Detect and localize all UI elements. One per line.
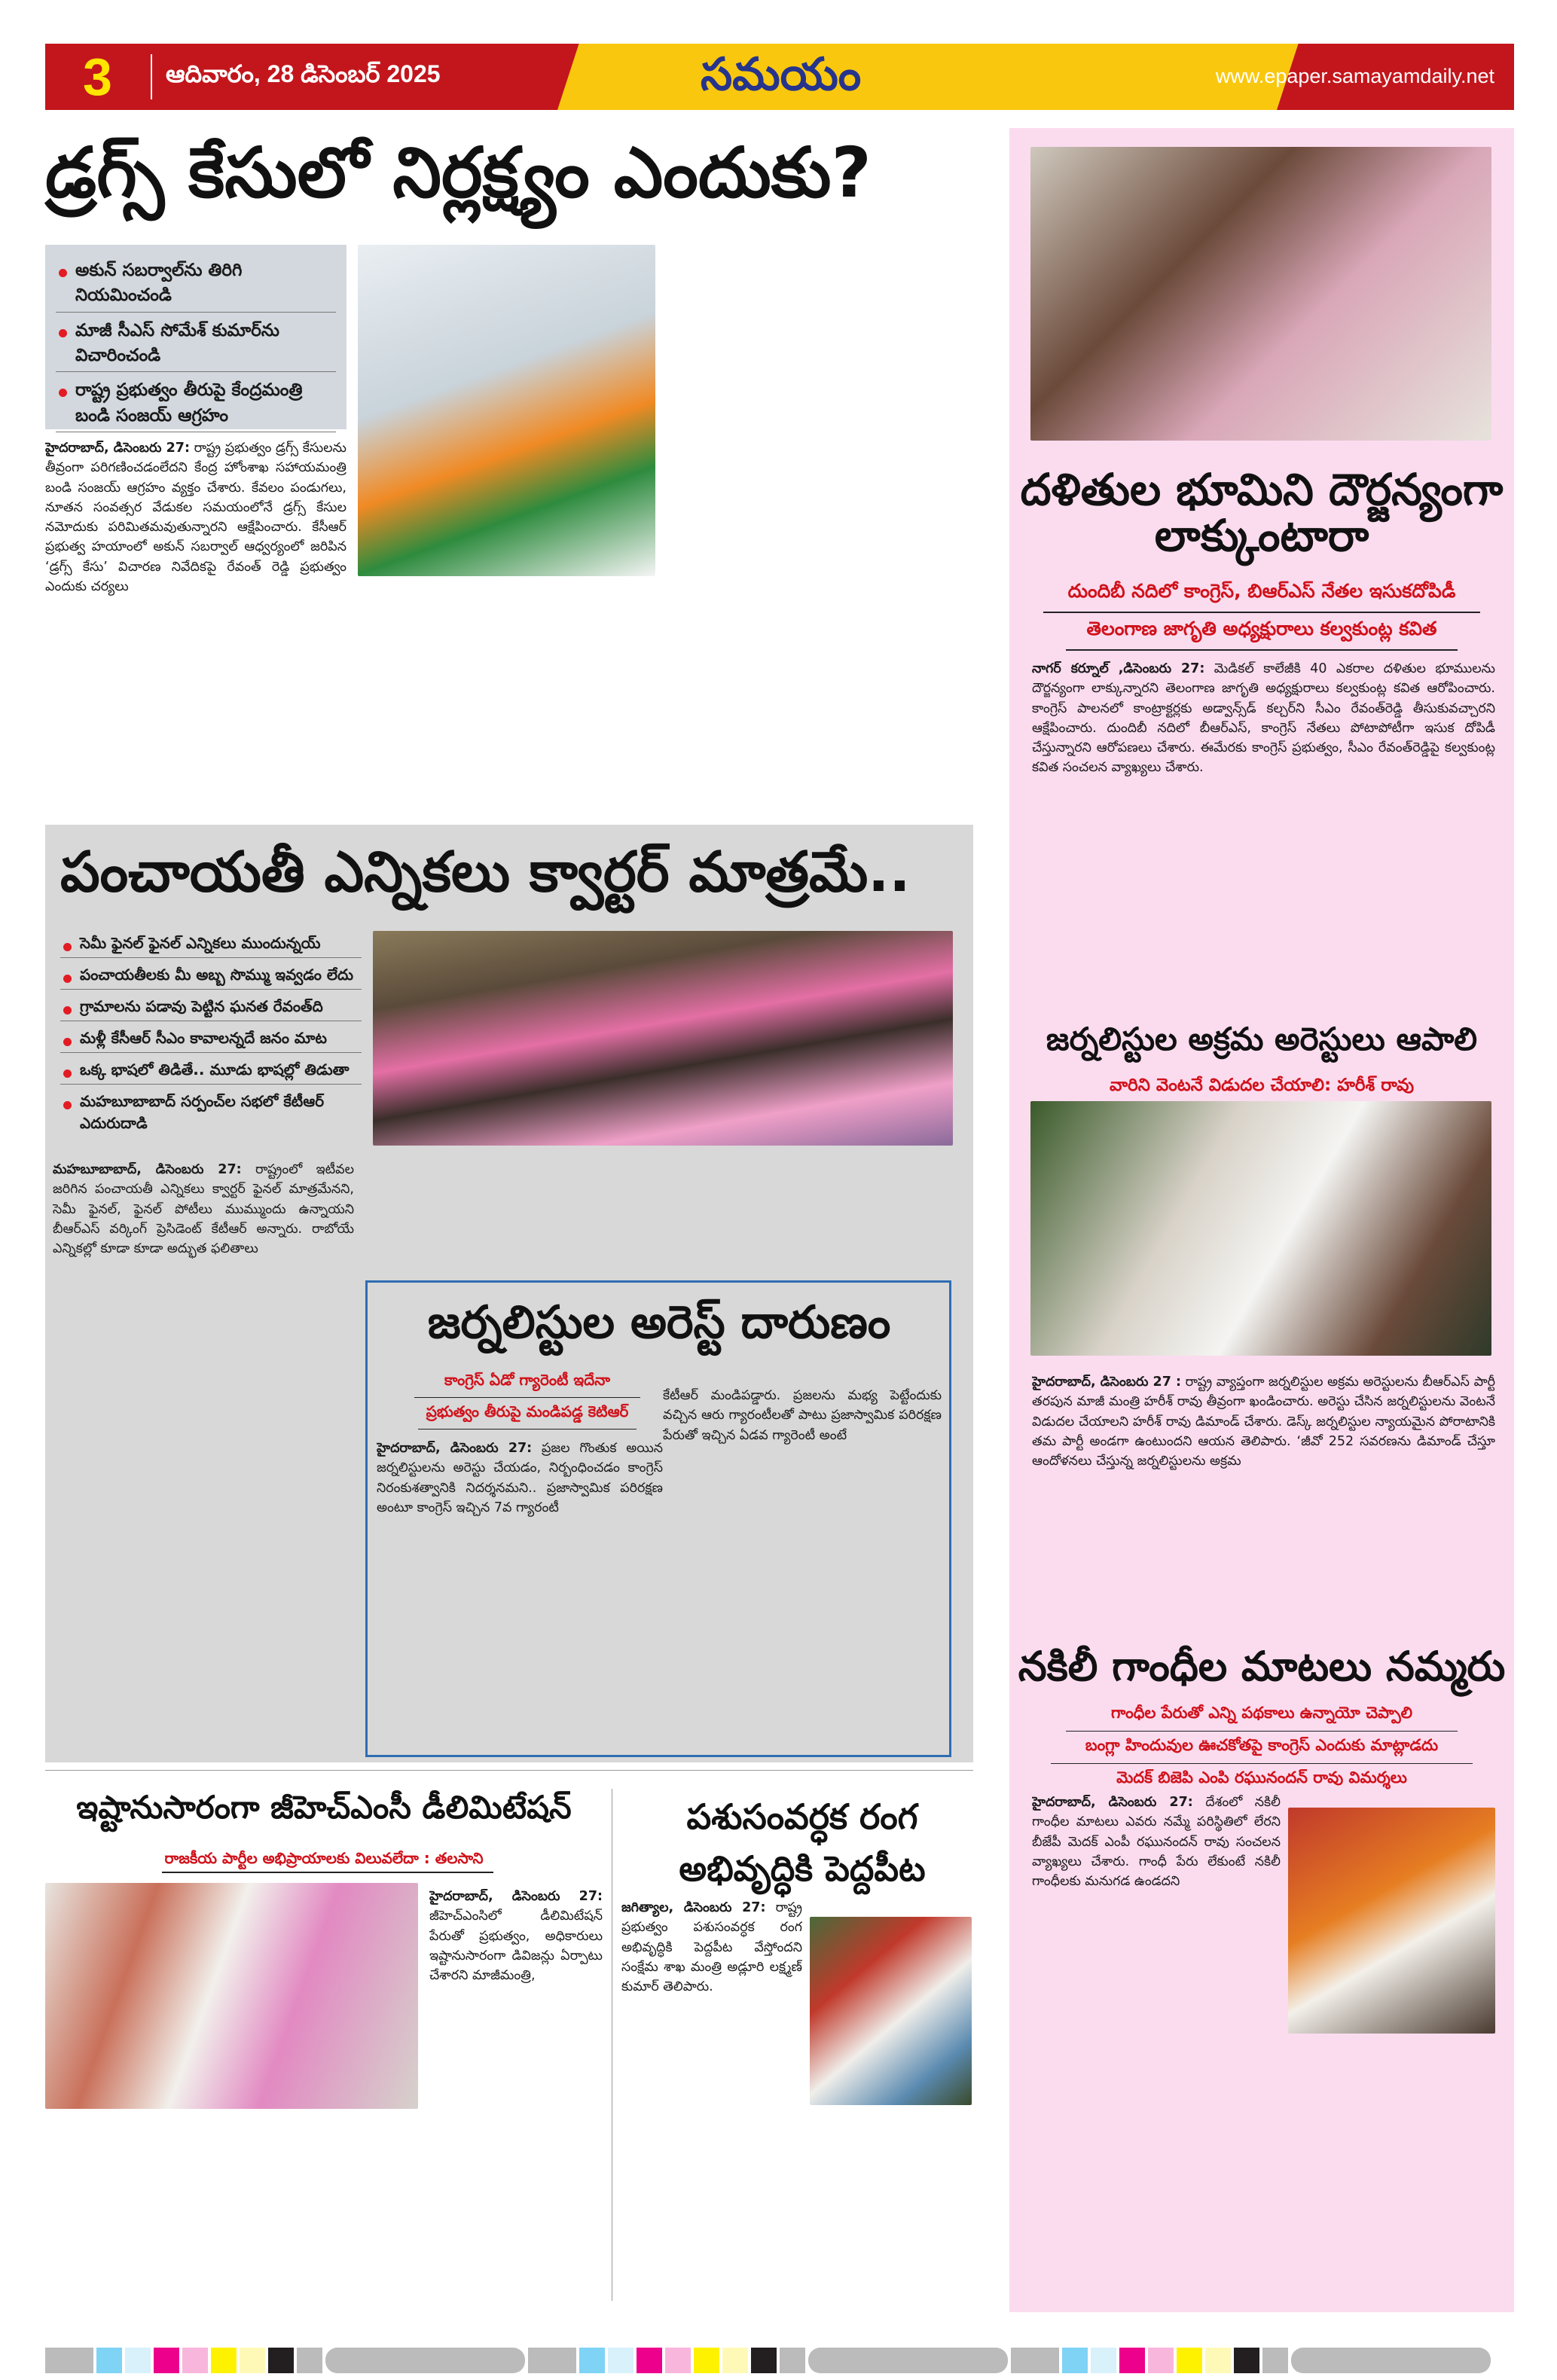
dalit-subheads [1028,580,1495,655]
panchayat-headline: పంచాయతీ ఎన్నికలు క్వార్టర్ మాత్రమే.. [60,840,911,905]
drugs-bullets-box [45,245,347,429]
drugs-headline: డ్రగ్స్ కేసులో నిర్లక్ష్యం ఎందుకు? [45,133,872,213]
talasani-photo [45,1883,418,2109]
panchayat-article [53,1160,354,1755]
ktr-journalists-subheads [377,1371,678,1434]
kavitha-photo [1030,147,1491,441]
ghmc-headline: ఇష్టానుసారంగా జీహెచ్ఎంసీ డీలిమిటేషన్ [76,1789,572,1826]
dalit-headline: దళితుల భూమిని దౌర్జన్యంగా లాక్కుంటారా [1020,464,1504,561]
dateline: హైదరాబాద్, డిసెంబరు 27 : [1032,1375,1182,1390]
bandi-sanjay-photo [358,245,655,576]
article-body: జీహెచ్ఎంసిలో డీలిమిటేషన్ పేరుతో ప్రభుత్వం, అధికారులు ఇష్టానుసారంగా డివిజన్లు ఏర్పాటు చేశారని మాజీమంత్రి, [429,1909,603,1983]
ktr-rally-photo [373,931,953,1146]
issue-date: ఆదివారం, 28 డిసెంబర్ 2025 [166,60,441,87]
divider [414,1397,640,1398]
divider [1051,1763,1473,1764]
pasu-headline: పశుసంవర్ధక రంగ అభివృద్ధికి పెద్దపీట [679,1796,926,1889]
bullet-item: మళ్లీ కేసీఆర్ సీఎం కావాలన్నదే జనం మాట [60,1027,362,1053]
harish-article [1032,1372,1495,1636]
bullet-item: పంచాయతీలకు మీ అబ్బ సొమ్ము ఇవ్వడం లేదు [60,964,362,990]
dateline: హైదరాబాద్, డిసెంబరు 27: [45,441,190,456]
divider [418,1429,637,1430]
ghmc-article [429,1887,603,2109]
epaper-url[interactable]: www.epaper.samayamdaily.net [1215,65,1494,87]
ktr-journalists-headline: జర్నలిస్టుల అరెస్ట్ దారుణం [427,1296,891,1349]
bullet-item: మహబూబాబాద్ సర్పంచ్‌ల సభలో కేటీఆర్ ఎదురుదాడి [60,1091,362,1137]
subhead: కాంగ్రెస్ ఏడో గ్యారెంటీ ఇదేనా [444,1371,611,1389]
bullet-item: మాజీ సీఎస్ సోమేశ్ కుమార్‌ను విచారించండి [56,319,336,373]
harish-subhead: వారిని వెంటనే విడుదల చేయాలి: హరీశ్ రావు [1109,1076,1415,1095]
raghunandan-rao-photo [1288,1808,1495,2034]
dateline: మహబూబాబాద్, డిసెంబరు 27: [53,1162,242,1177]
dateline: హైదరాబాద్, డిసెంబరు 27: [377,1441,533,1456]
dateline: హైదరాబాద్, డిసెంబరు 27: [1032,1795,1193,1810]
subhead: తెలంగాణ జాగృతి అధ్యక్షురాలు కల్వకుంట్ల కవిత [1086,618,1437,639]
drugs-article-col1 [45,438,347,807]
page-number: 3 [83,47,112,106]
dateline: జగిత్యాల, డిసెంబరు 27: [621,1900,766,1915]
article-body: దేశంలో నకిలీ గాంధీల మాటలు ఎవరు నమ్మే పరిస్థితిలో లేరని బీజేపీ మెదక్ ఎంపీ రఘునందన్ రావు సంచలన వ్యాఖ్యలు చేశారు. గాంధీ పేరు లేకుంటే నకిలీ గాంధీలకు మనుగడ ఉండదని [1032,1795,1281,1889]
raghunandan-headline: నకిలీ గాంధీల మాటలు నమ్మరు [1018,1643,1506,1690]
divider [1043,612,1480,613]
bullet-item: ఒక్క భాషలో తిడితే.. మూడు భాషల్లో తిడుతా [60,1059,362,1085]
harish-headline: జర్నలిస్టుల అక్రమ అరెస్టులు ఆపాలి [1046,1021,1478,1057]
newspaper-logo: సమయం [701,48,862,101]
subhead: ప్రభుత్వం తీరుపై మండిపడ్డ కెటిఆర్ [426,1402,629,1420]
raghunandan-article [1032,1793,1281,2034]
dalit-article [1032,659,1495,994]
pasu-article [621,1898,802,2116]
divider [1066,649,1458,651]
bullet-item: రాష్ట్ర ప్రభుత్వం తీరుపై కేంద్రమంత్రి బండి సంజయ్ ఆగ్రహం [56,378,336,432]
article-body: రాష్ట్ర వ్యాప్తంగా జర్నలిస్టుల అక్రమ అరెస్టులను బీఆర్ఎస్ పార్టీ తరపున మాజీ మంత్రి హరీశ్ రావు తీవ్రంగా ఖండించారు. అరెస్టు చేసిన జర్నలిస్టులను వెంటనే విడుదల చేయాలని హరీశ్ రావు డిమాండ్ చేశారు. డెస్క్ జర్నలిస్టుల న్యాయమైన పోరాటానికి తమ పార్టీ అండగా ఉంటుందని ఆయన తెలిపారు. ‘జీవో 252 సవరణను డిమాండ్ చేస్తూ ఆందోళనలు చేస్తున్న జర్నలిస్టులను అక్రమ [1032,1375,1495,1469]
panchayat-bullets [60,932,362,1143]
divider [45,1770,973,1771]
article-body: ప్రజల గొంతుక అయిన జర్నలిస్టులను అరెస్టు చేయడం, నిర్బంధించడం కాంగ్రెస్ నిరంకుశత్వానికి నిదర్శనమని.. ప్రజాస్వామిక పరిరక్షణ అంటూ కాంగ్రెస్ ఇచ్చిన 7వ గ్యారంటీ [377,1441,663,1515]
article-body: రాష్ట్ర ప్రభుత్వం పశుసంవర్ధక రంగ అభివృద్ధికి పెద్దపీట వేస్తోందని సంక్షేమ శాఖ మంత్రి అడ్లూరి లక్ష్మణ్ కుమార్ తెలిపారు. [621,1900,802,1994]
bullet-item: గ్రామాలను పడావు పెట్టిన ఘనత రేవంత్‌ది [60,996,362,1021]
subhead: దుందిబీ నదిలో కాంగ్రెస్, బిఆర్ఎస్ నేతల ఇసుకదోపిడీ [1067,580,1456,602]
subhead: గాంధీల పేరుతో ఎన్ని పథకాలు ఉన్నాయో చెప్పాలి [1110,1704,1413,1722]
ktr-journalists-article-col1 [377,1439,663,1747]
article-body: రాష్ట్ర ప్రభుత్వం డ్రగ్స్ కేసులను తీవ్రంగా పరిగణించడంలేదని కేంద్ర హోంశాఖ సహాయమంత్రి బండి సంజయ్ ఆగ్రహం వ్యక్తం చేశారు. కేవలం పండుగలు, నూతన సంవత్సర వేడుకల సమయంలోనే డ్రగ్స్ కేసుల నమోదుకు పరిమితమవుతున్నారని ఆక్షేపించారు. కేసీఆర్ ప్రభుత్వ హయాంలో అకున్ సబర్వాల్ ఆధ్వర్యంలో జరిపిన ‘డ్రగ్స్ కేసు’ విచారణ నివేదికపై రేవంత్ రెడ్డి ప్రభుత్వం ఎందుకు చర్యలు [45,441,347,594]
article-body: రాష్ట్రంలో ఇటీవల జరిగిన పంచాయతీ ఎన్నికలు క్వార్టర్ ఫైనల్ మాత్రమేనని, సెమీ ఫైనల్, ఫైనల్ పోటీలు ముమ్ముందు ఉన్నాయని బీఆర్ఎస్ వర్కింగ్ ప్రెసిడెంట్ కేటీఆర్ అన్నారు. రాబోయే ఎన్నికల్లో కూడా కూడా అద్భుత ఫలితాలు [53,1162,354,1256]
article-body: మెడికల్ కాలేజీకి 40 ఎకరాల దళితుల భూములను దౌర్జన్యంగా లాక్కున్నారని తెలంగాణ జాగృతి అధ్యక్షురాలు కల్వకుంట్ల కవిత ఆరోపించారు. కాంగ్రెస్ పాలనలో కాంట్రాక్టర్లకు అడ్వాన్స్‌డ్ కల్చర్‌ని సీఎం రేవంత్‌రెడ్డి తీసుకువచ్చారని ఆక్షేపించారు. దుందిబీ నదిలో బీఆర్ఎస్, కాంగ్రెస్ నేతలు పోటాపోటీగా ఇసుక దోపిడీ చేస్తున్నారని ఆరోపణలు చేశారు. ఈమేరకు కాంగ్రెస్ ప్రభుత్వం, సీఎం రేవంత్‌రెడ్డిపై కల్వకుంట్ల కవిత సంచలన వ్యాఖ్యలు చేశారు. [1032,661,1495,776]
masthead [45,44,1514,110]
dateline: నాగర్ కర్నూల్ ,డిసెంబరు 27: [1032,661,1205,676]
bullet-item: అకున్ సబర్వాల్‌ను తిరిగి నియమించండి [56,258,336,313]
divider [151,54,152,99]
harish-rao-photo [1030,1101,1491,1356]
color-registration-bars [45,2348,1514,2373]
bullet-item: సెమీ ఫైనల్ ఫైనల్ ఎన్నికలు ముందున్నయ్ [60,932,362,958]
subhead: మెదక్ బిజెపి ఎంపి రఘునందన్ రావు విమర్శలు [1116,1768,1407,1787]
ghmc-subhead: రాజకీయ పార్టీల అభిప్రాయాలకు విలువలేదా : తలసాని [164,1849,484,1867]
subhead: బంగ్లా హిందువుల ఊచకోతపై కాంగ్రెస్ ఎందుకు మాట్లాడదు [1085,1736,1439,1754]
divider [162,1872,493,1873]
ktr-journalists-article-col2: కేటీఆర్ మండిపడ్డారు. ప్రజలను మభ్య పెట్టేందుకు వచ్చిన ఆరు గ్యారంటీలతో పాటు ప్రజాస్వామిక పరిరక్షణ పేరుతో ఇచ్చిన ఏడవ గ్యారెంటీ అంటే [663,1388,942,1443]
dateline: హైదరాబాద్, డిసెంబరు 27: [429,1889,603,1904]
raghunandan-subheads [1028,1704,1495,1791]
masthead-yellow-band [557,44,1299,110]
adluri-laxman-photo [810,1917,972,2105]
divider [1066,1731,1458,1732]
